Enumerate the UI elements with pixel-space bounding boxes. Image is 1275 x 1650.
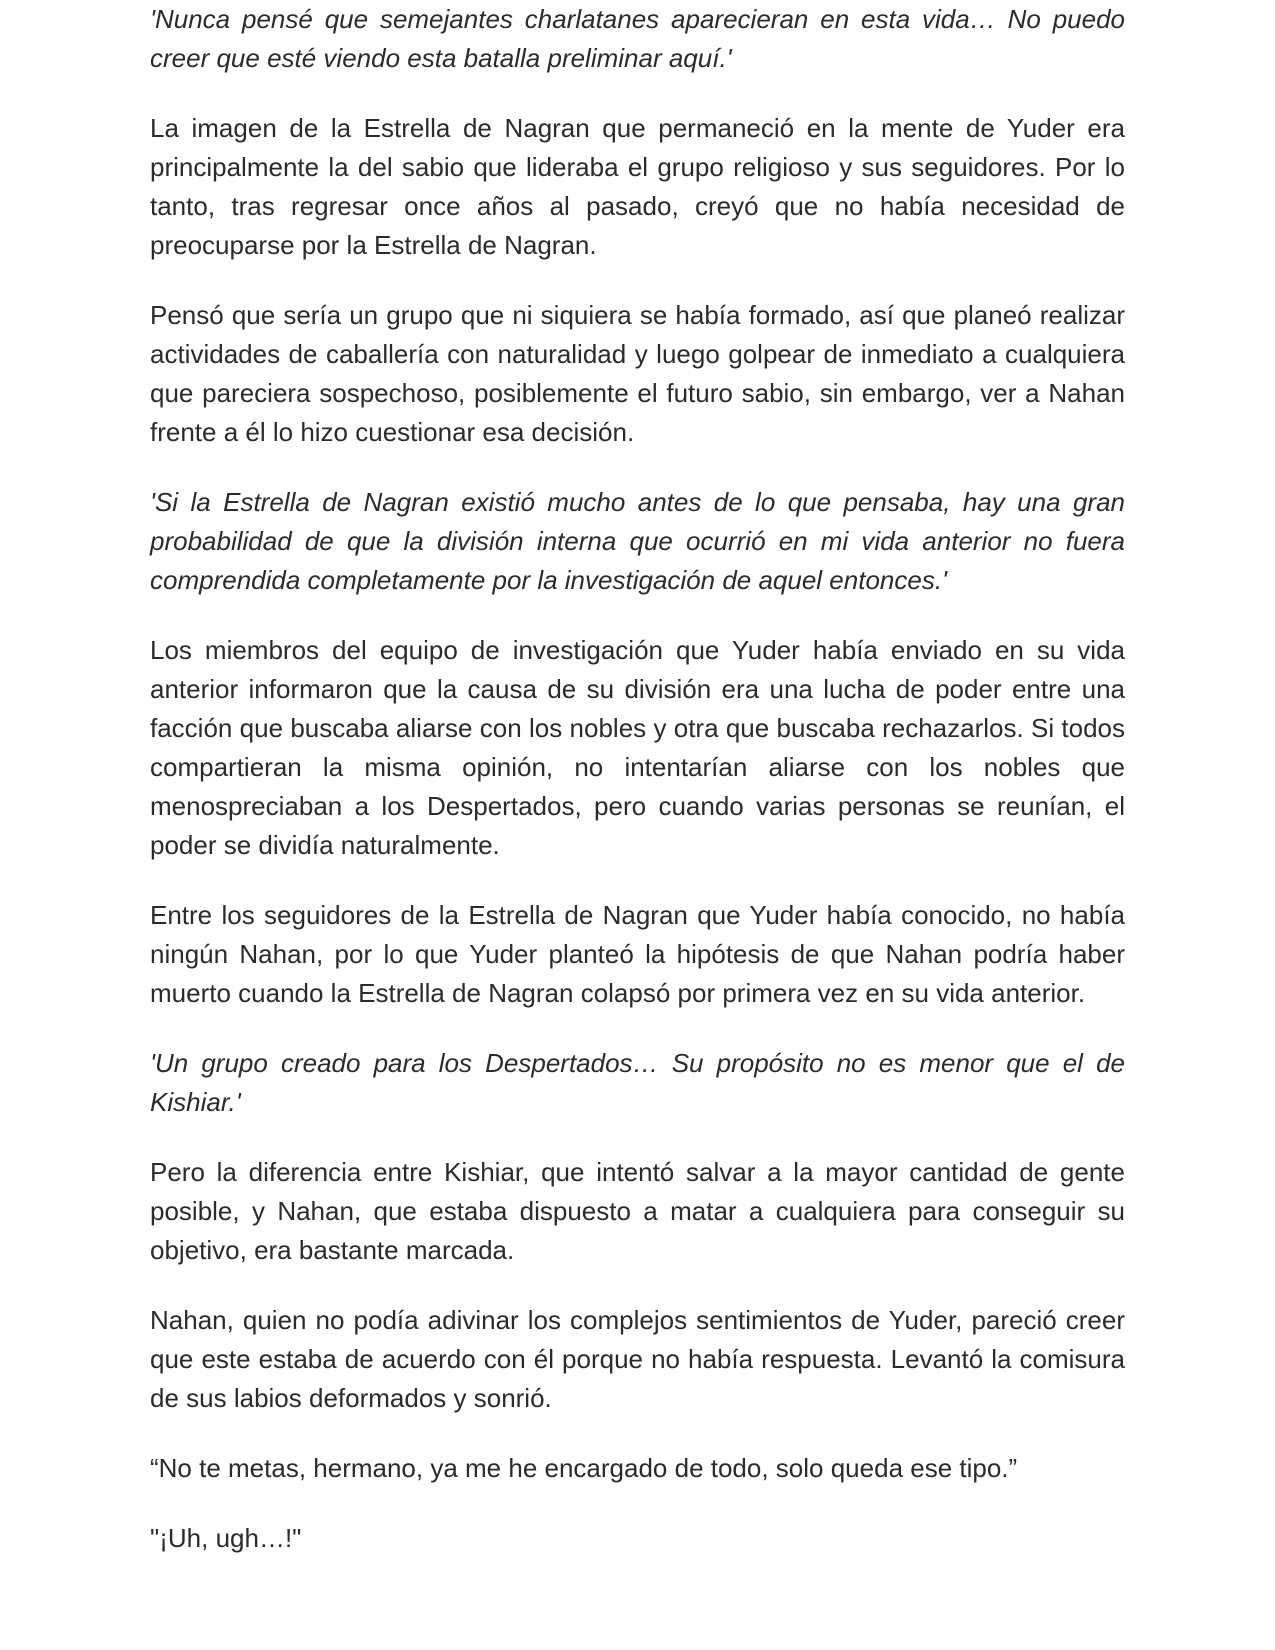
paragraph-thought-7: 'Un grupo creado para los Despertados… Su propósito no es menor que el de Kishiar.'	[150, 1048, 1125, 1117]
paragraph-thought-4: 'Si la Estrella de Nagran existió mucho antes de lo que pensaba, hay una gran probabilidad de que la división interna que ocurrió en mi vida anterior no fuera comprendida completamente por la investigación de aquel entonces.'	[150, 487, 1125, 595]
dialogue-line-10: “No te metas, hermano, ya me he encargado de todo, solo queda ese tipo.”	[150, 1453, 1018, 1483]
paragraph-9: Nahan, quien no podía adivinar los complejos sentimientos de Yuder, pareció creer que este estaba de acuerdo con él porque no había respuesta. Levantó la comisura de sus labios deformados y sonrió.	[150, 1305, 1125, 1413]
paragraph-2: La imagen de la Estrella de Nagran que permaneció en la mente de Yuder era principalmente la del sabio que lideraba el grupo religioso y sus seguidores. Por lo tanto, tras regresar once años al pasado, creyó que no había necesidad de preocuparse por la Estrella de Nagran.	[150, 113, 1125, 260]
paragraph-5: Los miembros del equipo de investigación que Yuder había enviado en su vida anterior informaron que la causa de su división era una lucha de poder entre una facción que buscaba aliarse con los nobles y otra que buscaba rechazarlos. Si todos compartieran la misma opinión, no intentarían aliarse con los nobles que menospreciaban a los Despertados, pero cuando varias personas se reunían, el poder se dividía naturalmente.	[150, 635, 1125, 860]
paragraph-6: Entre los seguidores de la Estrella de Nagran que Yuder había conocido, no había ningún Nahan, por lo que Yuder planteó la hipótesis de que Nahan podría haber muerto cuando la Estrella de Nagran colapsó por primera vez en su vida anterior.	[150, 900, 1125, 1008]
dialogue-line-11: "¡Uh, ugh…!"	[150, 1523, 302, 1553]
paragraph-3: Pensó que sería un grupo que ni siquiera se había formado, así que planeó realizar actividades de caballería con naturalidad y luego golpear de inmediato a cualquiera que pareciera sospechoso, posiblemente el futuro sabio, sin embargo, ver a Nahan frente a él lo hizo cuestionar esa decisión.	[150, 300, 1125, 447]
document-page	[150, 0, 1125, 1589]
paragraph-8: Pero la diferencia entre Kishiar, que intentó salvar a la mayor cantidad de gente posible, y Nahan, que estaba dispuesto a matar a cualquiera para conseguir su objetivo, era bastante marcada.	[150, 1157, 1125, 1265]
paragraph-thought-1: 'Nunca pensé que semejantes charlatanes aparecieran en esta vida… No puedo creer que esté viendo esta batalla preliminar aquí.'	[150, 4, 1125, 73]
